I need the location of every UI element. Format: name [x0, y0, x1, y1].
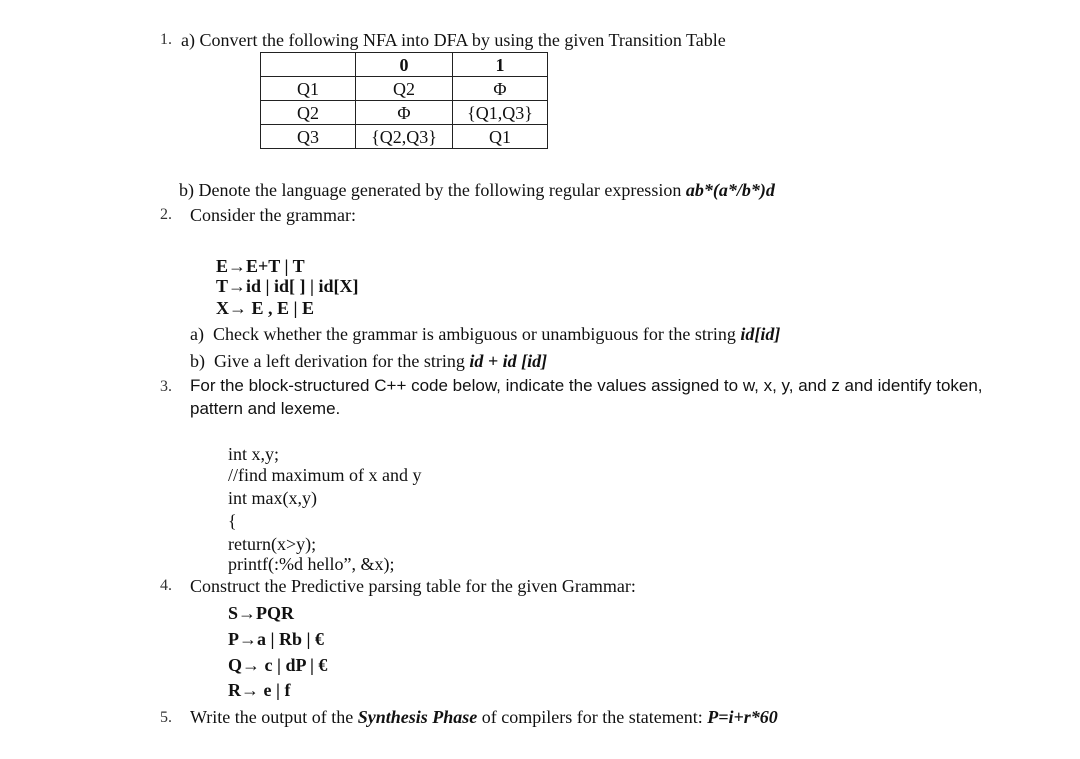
question-2a — [190, 325, 780, 343]
transition-table — [260, 52, 548, 149]
grammar-rule: Q→ c | dP | € — [228, 655, 328, 675]
table-cell: {Q2,Q3} — [356, 125, 453, 149]
regular-expression: ab*(a*/b*)d — [685, 180, 775, 200]
code-line: //find maximum of x and y — [228, 465, 422, 485]
question-4-number: 4. — [160, 577, 172, 594]
question-2a-string: id[id] — [740, 324, 781, 344]
question-1-number: 1. — [160, 31, 172, 48]
question-2-number: 2. — [160, 206, 172, 223]
question-2a-label: a) — [190, 324, 204, 344]
code-line: printf(:%d hello”, &x); — [228, 554, 395, 574]
question-5-text — [190, 708, 778, 726]
question-1-text: a) Convert the following NFA into DFA by using the given Transition Table — [181, 30, 726, 50]
table-header-cell: 1 — [453, 53, 548, 77]
table-row — [261, 125, 548, 149]
question-5-text-prefix: Write the output of the — [190, 707, 358, 727]
question-2a-text: Check whether the grammar is ambiguous or unambiguous for the string — [212, 324, 741, 344]
table-cell: Q1 — [261, 77, 356, 101]
question-2b-label: b) — [190, 351, 205, 371]
table-cell: Q3 — [261, 125, 356, 149]
question-1b — [179, 181, 775, 199]
question-2b — [190, 352, 547, 370]
code-line: { — [228, 511, 237, 531]
code-line: int x,y; — [228, 444, 280, 464]
table-header-row — [261, 53, 548, 77]
grammar-rule: X→ E , E | E — [216, 298, 314, 318]
table-header-cell — [261, 53, 356, 77]
question-3-text-line-1: For the block-structured C++ code below, indicate the values assigned to w, x, y, and z and identify token, — [190, 376, 983, 395]
question-2-text: Consider the grammar: — [190, 205, 356, 225]
question-5-statement: P=i+r*60 — [707, 707, 778, 727]
question-1b-text: b) Denote the language generated by the following regular expression — [179, 180, 686, 200]
question-5-number: 5. — [160, 709, 172, 726]
question-2b-text: Give a left derivation for the string — [214, 351, 470, 371]
code-line: return(x>y); — [228, 534, 317, 554]
table-cell: Q2 — [356, 77, 453, 101]
grammar-rule: T→id | id[ ] | id[X] — [216, 276, 359, 296]
table-row — [261, 77, 548, 101]
table-cell: Q1 — [453, 125, 548, 149]
code-line: int max(x,y) — [228, 488, 317, 508]
table-cell: Φ — [356, 101, 453, 125]
question-5-emphasis: Synthesis Phase — [357, 707, 478, 727]
table-cell: {Q1,Q3} — [453, 101, 548, 125]
table-cell: Φ — [453, 77, 548, 101]
question-3-number: 3. — [160, 378, 172, 395]
question-2b-string: id + id [id] — [469, 351, 548, 371]
question-3-text-line-2: pattern and lexeme. — [190, 399, 341, 418]
table-cell: Q2 — [261, 101, 356, 125]
grammar-rule: S→PQR — [228, 603, 295, 623]
grammar-rule: R→ e | f — [228, 680, 291, 700]
table-header-cell: 0 — [356, 53, 453, 77]
question-4-text: Construct the Predictive parsing table for the given Grammar: — [190, 576, 636, 596]
question-5-text-middle: of compilers for the statement: — [477, 707, 708, 727]
grammar-rule: E→E+T | T — [216, 256, 305, 276]
table-row — [261, 101, 548, 125]
grammar-rule: P→a | Rb | € — [228, 629, 324, 649]
